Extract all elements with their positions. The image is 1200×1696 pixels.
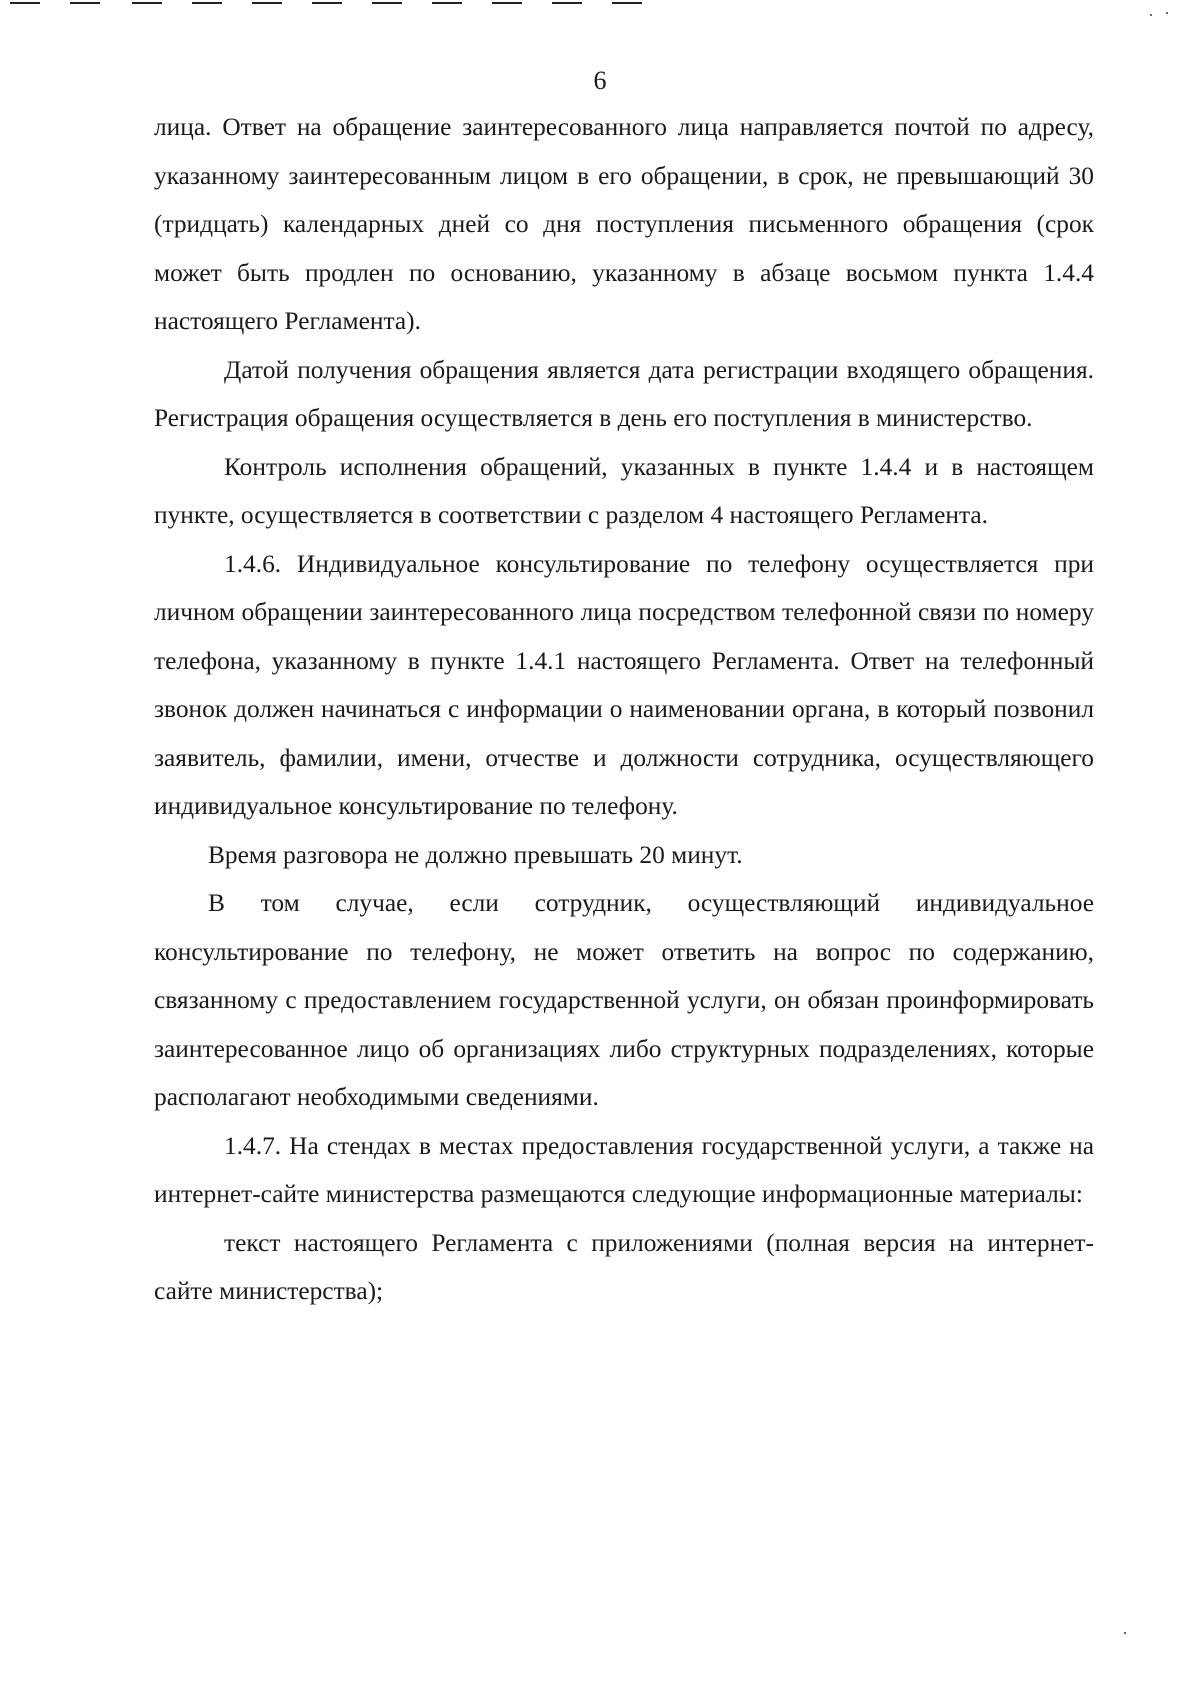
- page-number: 6: [593, 66, 607, 95]
- paragraph-call-time: Время разговора не должно превышать 20 минут.: [208, 840, 743, 869]
- paragraph-receipt-date: Датой получения обращения является дата регистрации входящего обращения. Регистрация обращения осуществляется в день его поступления в министерство.: [154, 355, 1094, 432]
- paragraph-redirect: В том случае, если сотрудник, осуществляющий индивидуальное консультирование по телефону, не может ответить на вопрос по содержанию, связанному с предоставлением государственной услуги, он обязан проинформировать заинтересованное лицо об организациях либо структурных подразделениях, которые располагают необходимыми сведениями.: [154, 889, 1094, 1111]
- scan-speck: [1150, 14, 1152, 16]
- paragraph-response-by-mail: лица. Ответ на обращение заинтересованного лица направляется почтой по адресу, указанному заинтересованным лицом в его обращении, в срок, не превышающий 30 (тридцать) календарных дней со дня поступления письменного обращения (срок может быть продлен по основанию, указанному в абзаце восьмом пункта 1.4.4 настоящего Регламента).: [154, 113, 1094, 335]
- scan-speck: [1124, 1632, 1126, 1634]
- document-body: [154, 103, 1094, 1316]
- paragraph-1-4-6: 1.4.6. Индивидуальное консультирование по телефону осуществляется при личном обращении заинтересованного лица посредством телефонной связи по номеру телефона, указанному в пункте 1.4.1 настоящего Регламента. Ответ на телефонный звонок должен начинаться с информации о наименовании органа, в который позвонил заявитель, фамилии, имени, отчестве и должности сотрудника, осуществляющего индивидуальное консультирование по телефону.: [154, 549, 1094, 820]
- top-scan-artifact: [0, 0, 700, 8]
- paragraph-control: Контроль исполнения обращений, указанных в пункте 1.4.4 и в настоящем пункте, осуществляется в соответствии с разделом 4 настоящего Регламента.: [154, 452, 1094, 529]
- paragraph-1-4-7: 1.4.7. На стендах в местах предоставления государственной услуги, а также на интернет-сайте министерства размещаются следующие информационные материалы:: [154, 1131, 1094, 1208]
- paragraph-regulation-text: текст настоящего Регламента с приложениями (полная версия на интернет-сайте министерства);: [154, 1228, 1094, 1305]
- scan-speck: [1166, 12, 1168, 14]
